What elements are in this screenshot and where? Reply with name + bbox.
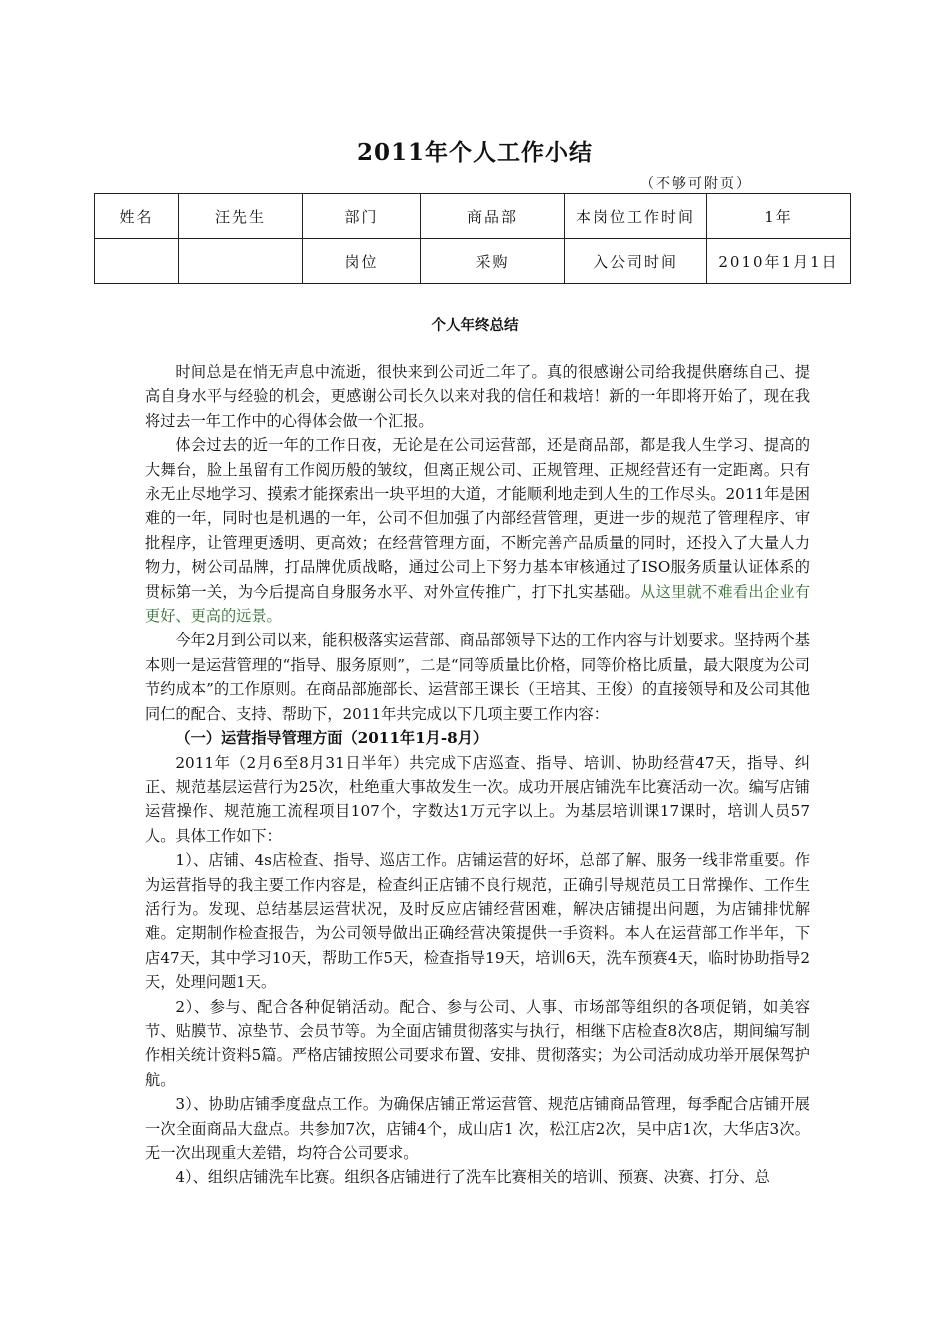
paragraph: 4）、组织店铺洗车比赛。组织各店铺进行了洗车比赛相关的培训、预赛、决赛、打分、总 (175, 1168, 770, 1187)
table-row (95, 239, 851, 284)
table-cell-empty (95, 239, 179, 284)
paragraph: 1）、店铺、4s店检查、指导、巡店工作。店铺运营的好坏，总部了解、服务一线非常重要。作为运营指导的我主要工作内容是，检查纠正店铺不良行规范，正确引导规范员工日常操作、工作生活行为。发现、总结基层运营状况，及时反应店铺经营困难，解决店铺提出问题，为店铺排忧解难。定期制作检查报告，为公司领导做出正确经营决策提供一手资料。本人在运营部工作半年，下店47天，其中学习10天，帮助工作5天，检查指导19天，培训6天，洗车预赛4天，临时协助指导2天，处理问题1天。 (145, 851, 810, 992)
table-cell-dept-value: 商品部 (421, 194, 565, 239)
table-cell-tenure-label: 本岗位工作时间 (565, 194, 707, 239)
table-cell-name-value: 汪先生 (179, 194, 303, 239)
section-title: 个人年终总结 (431, 317, 519, 334)
table-row (95, 194, 851, 239)
table-cell-join-date-label: 入公司时间 (565, 239, 707, 284)
paragraph (145, 433, 810, 628)
paragraph: 时间总是在悄无声息中流逝，很快来到公司近二年了。真的很感谢公司给我提供磨练自己、提高自身水平与经验的机会，更感谢公司长久以来对我的信任和栽培！新的一年即将开始了，现在我将过去一年工作中的心得体会做一个汇报。 (145, 363, 810, 430)
paragraph: 2011年（2月6至8月31日半年）共完成下店巡查、指导、培训、协助经营47天，指导、纠正、规范基层运营行为25次，杜绝重大事故发生一次。成功开展店铺洗车比赛活动一次。编写店铺运营操作、规范施工流程项目107个，字数达1万元字以上。为基层培训课17课时，培训人员57人。具体工作如下： (145, 753, 810, 845)
paragraph-main-text: 体会过去的近一年的工作日夜，无论是在公司运营部，还是商品部，都是我人生学习、提高的大舞台，脸上虽留有工作阅历般的皱纹，但离正规公司、正规管理、正规经营还有一定距离。只有永无止尽地学习、摸索才能探索出一块平坦的大道，才能顺利地走到人生的工作尽头。2011年是困难的一年，同时也是机遇的一年，公司不但加强了内部经营管理，更进一步的规范了管理程序、审批程序，让管理更透明、更高效；在经营管理方面，不断完善产品质量的同时，还投入了大量人力物力，树公司品牌，打品牌优质战略，通过公司上下努力基本审核通过了ISO服务质量认证体系的贯标第一关，为今后提高自身服务水平、对外宣传推广，打下扎实基础。 (145, 436, 810, 601)
table-cell-name-label: 姓名 (95, 194, 179, 239)
paragraph: 2）、参与、配合各种促销活动。配合、参与公司、人事、市场部等组织的各项促销，如美容节、贴膜节、凉垫节、会员节等。为全面店铺贯彻落实与执行，相继下店检查8次8店，期间编写制作相关统计资料5篇。严格店铺按照公司要求布置、安排、贯彻落实；为公司活动成功举开展保驾护航。 (145, 997, 810, 1089)
table-cell-empty (179, 239, 303, 284)
info-table (94, 193, 851, 284)
section-heading: （一）运营指导管理方面（2011年1月-8月） (175, 729, 489, 748)
paragraph: 今年2月到公司以来，能积极落实运营部、商品部领导下达的工作内容与计划要求。坚持两个基本则一是运营管理的“指导、服务原则”，二是“同等质量比价格，同等价格比质量，最大限度为公司节约成本”的工作原则。在商品部施部长、运营部王课长（王培其、王俊）的直接领导和及公司其他同仁的配合、支持、帮助下，2011年共完成以下几项主要工作内容： (145, 631, 810, 723)
table-cell-tenure-value: 1年 (707, 194, 851, 239)
table-cell-join-date-value: 2010年1月1日 (707, 239, 851, 284)
page-note: （不够可附页） (640, 176, 752, 192)
table-cell-dept-label: 部门 (303, 194, 421, 239)
body-text (145, 360, 810, 1190)
paragraph-highlight-text: 从这里就不难看出企业有更好、更高的远景。 (145, 582, 811, 626)
paragraph: 3）、协助店铺季度盘点工作。为确保店铺正常运营管、规范店铺商品管理，每季配合店铺开展一次全面商品大盘点。共参加7次，店铺4个，成山店1 次，松江店2次，吴中店1次，大华店3次。无一次出现重大差错，均符合公司要求。 (145, 1095, 810, 1162)
table-cell-position-label: 岗位 (303, 239, 421, 284)
page-title: 2011年个人工作小结 (356, 139, 593, 166)
table-cell-position-value: 采购 (421, 239, 565, 284)
